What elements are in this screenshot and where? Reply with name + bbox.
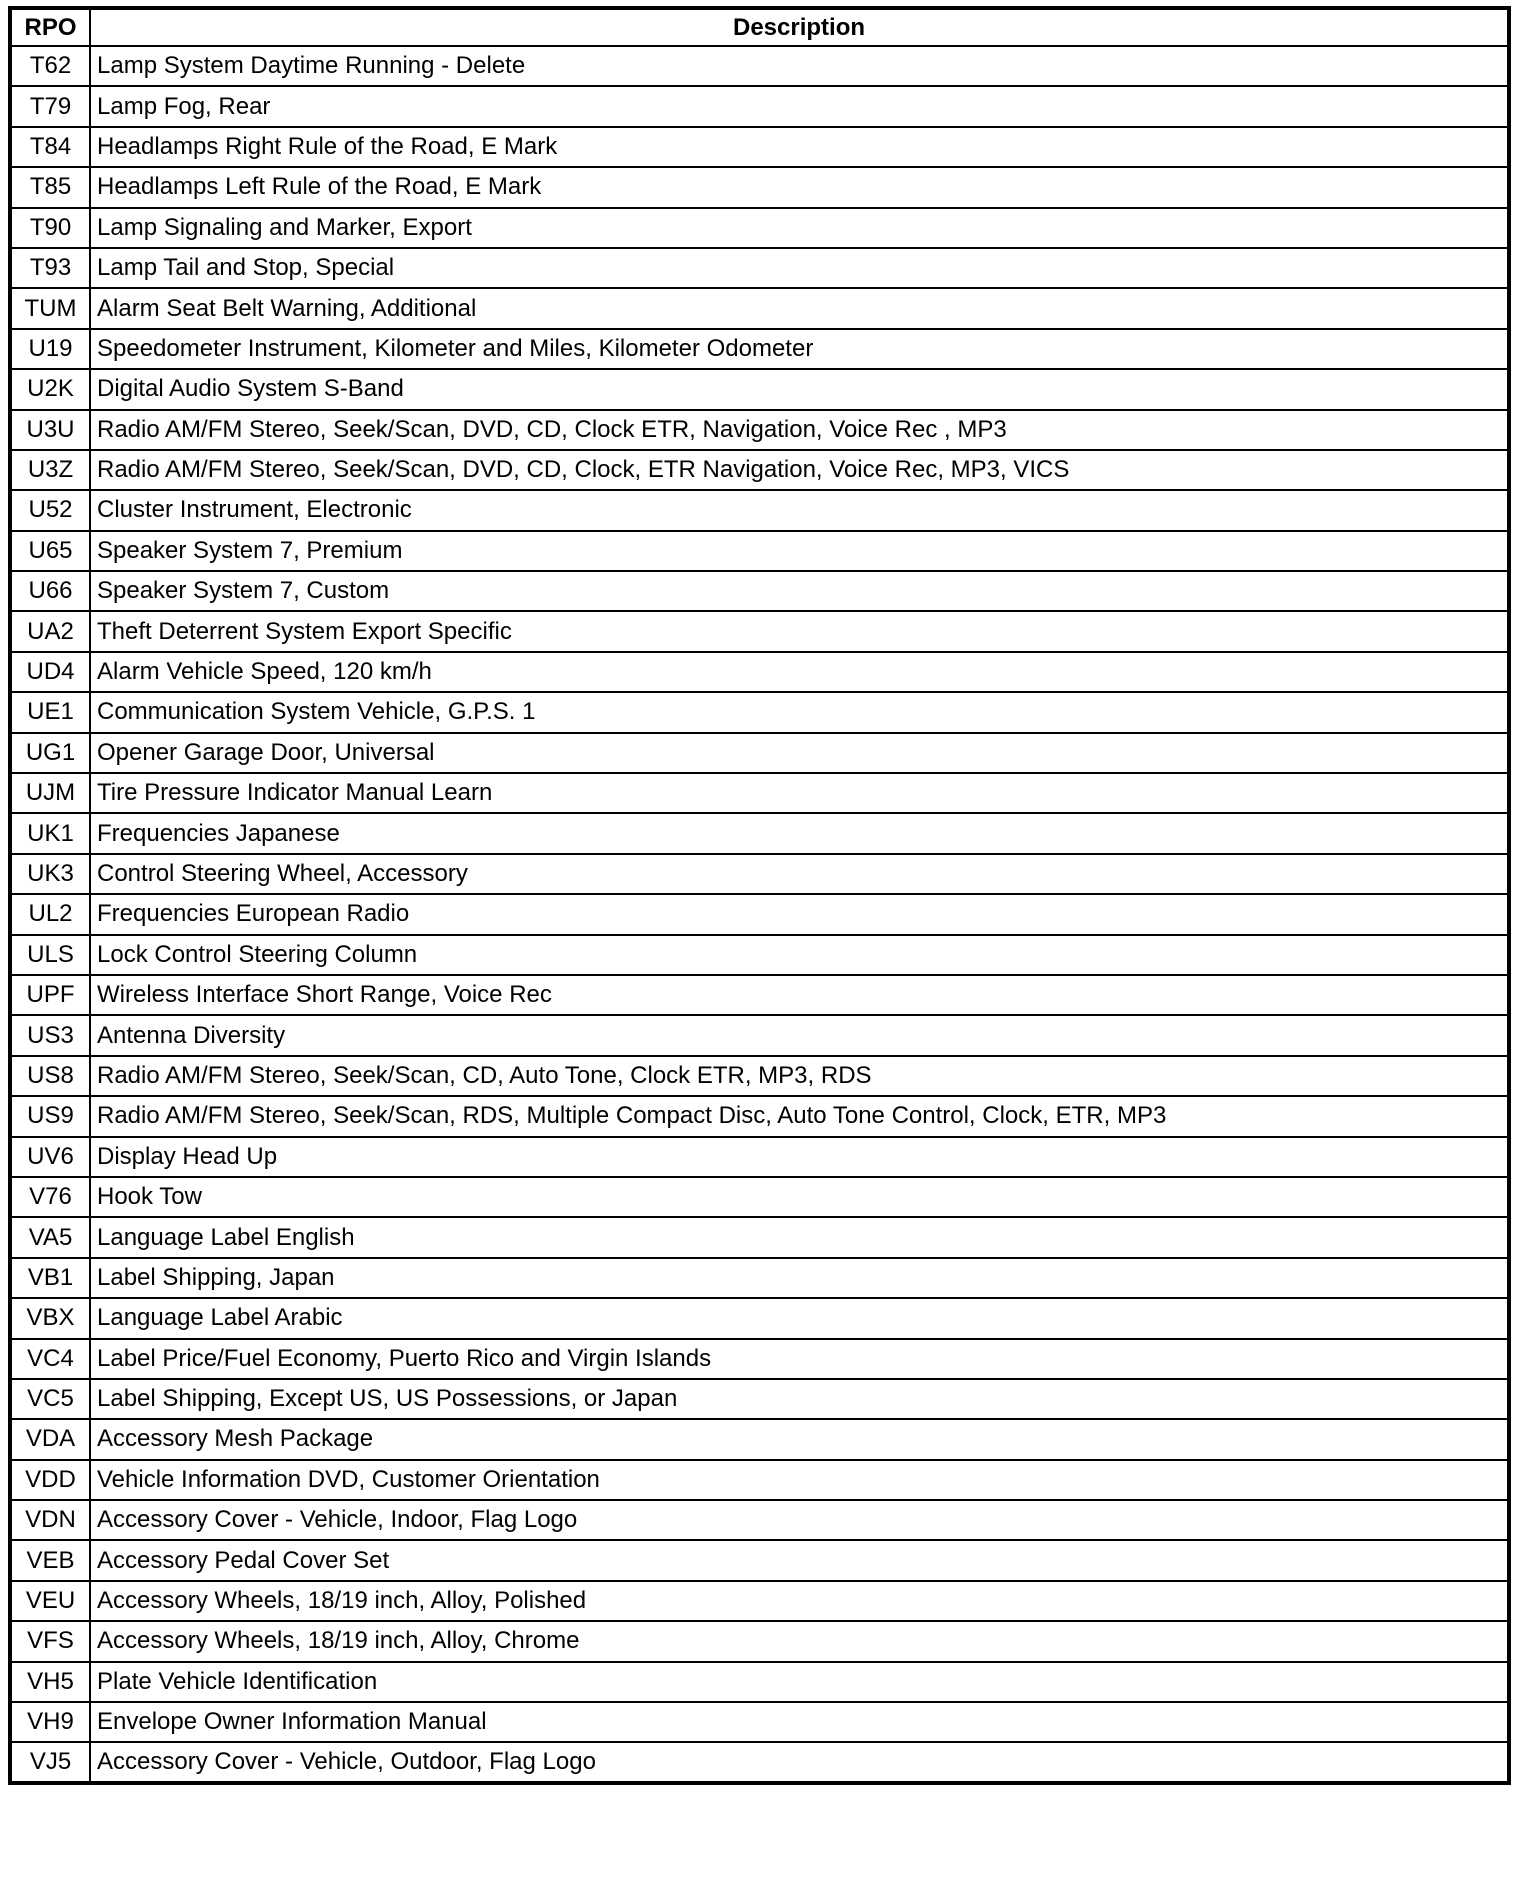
description-cell: Radio AM/FM Stereo, Seek/Scan, CD, Auto Tone, Clock ETR, MP3, RDS (90, 1056, 1509, 1096)
description-cell: Accessory Mesh Package (90, 1419, 1509, 1459)
description-cell: Lamp Tail and Stop, Special (90, 248, 1509, 288)
table-row (10, 208, 1509, 248)
description-cell: Headlamps Left Rule of the Road, E Mark (90, 167, 1509, 207)
table-row (10, 86, 1509, 126)
table-row (10, 1258, 1509, 1298)
rpo-code-cell: VEB (10, 1540, 90, 1580)
description-cell: Lamp System Daytime Running - Delete (90, 46, 1509, 86)
description-cell: Speaker System 7, Custom (90, 571, 1509, 611)
table-header-row (10, 8, 1509, 46)
description-cell: Radio AM/FM Stereo, Seek/Scan, DVD, CD, Clock, ETR Navigation, Voice Rec, MP3, VICS (90, 450, 1509, 490)
description-cell: Language Label English (90, 1217, 1509, 1257)
table-body (10, 46, 1509, 1783)
description-cell: Display Head Up (90, 1137, 1509, 1177)
rpo-code-cell: UG1 (10, 733, 90, 773)
table-row (10, 1298, 1509, 1338)
table-row (10, 1056, 1509, 1096)
rpo-code-cell: VA5 (10, 1217, 90, 1257)
rpo-code-cell: T90 (10, 208, 90, 248)
rpo-code-cell: U66 (10, 571, 90, 611)
description-cell: Communication System Vehicle, G.P.S. 1 (90, 692, 1509, 732)
description-cell: Alarm Vehicle Speed, 120 km/h (90, 652, 1509, 692)
rpo-code-cell: VDN (10, 1500, 90, 1540)
rpo-table-container (8, 6, 1511, 1785)
description-cell: Accessory Wheels, 18/19 inch, Alloy, Polished (90, 1581, 1509, 1621)
description-cell: Lamp Signaling and Marker, Export (90, 208, 1509, 248)
rpo-code-cell: VEU (10, 1581, 90, 1621)
table-row (10, 248, 1509, 288)
column-header-rpo: RPO (10, 8, 90, 46)
description-cell: Vehicle Information DVD, Customer Orientation (90, 1460, 1509, 1500)
table-row (10, 813, 1509, 853)
rpo-code-cell: UK3 (10, 854, 90, 894)
description-cell: Radio AM/FM Stereo, Seek/Scan, RDS, Multiple Compact Disc, Auto Tone Control, Clock, ETR, MP3 (90, 1096, 1509, 1136)
table-row (10, 1217, 1509, 1257)
description-cell: Opener Garage Door, Universal (90, 733, 1509, 773)
description-cell: Envelope Owner Information Manual (90, 1702, 1509, 1742)
rpo-code-cell: UPF (10, 975, 90, 1015)
rpo-code-cell: UV6 (10, 1137, 90, 1177)
rpo-code-cell: T62 (10, 46, 90, 86)
description-cell: Lock Control Steering Column (90, 935, 1509, 975)
table-row (10, 1460, 1509, 1500)
table-row (10, 1540, 1509, 1580)
description-cell: Digital Audio System S-Band (90, 369, 1509, 409)
table-row (10, 127, 1509, 167)
description-cell: Frequencies Japanese (90, 813, 1509, 853)
rpo-code-cell: ULS (10, 935, 90, 975)
table-row (10, 1339, 1509, 1379)
description-cell: Lamp Fog, Rear (90, 86, 1509, 126)
description-cell: Accessory Pedal Cover Set (90, 1540, 1509, 1580)
table-row (10, 1742, 1509, 1782)
table-row (10, 1581, 1509, 1621)
table-row (10, 46, 1509, 86)
rpo-code-cell: UK1 (10, 813, 90, 853)
table-row (10, 369, 1509, 409)
table-row (10, 733, 1509, 773)
table-row (10, 894, 1509, 934)
description-cell: Label Shipping, Except US, US Possessions, or Japan (90, 1379, 1509, 1419)
table-row (10, 692, 1509, 732)
table-row (10, 450, 1509, 490)
column-header-description: Description (90, 8, 1509, 46)
rpo-code-cell: U65 (10, 531, 90, 571)
rpo-code-cell: UJM (10, 773, 90, 813)
rpo-code-cell: T79 (10, 86, 90, 126)
rpo-code-cell: U2K (10, 369, 90, 409)
description-cell: Plate Vehicle Identification (90, 1662, 1509, 1702)
rpo-code-cell: VDD (10, 1460, 90, 1500)
rpo-code-cell: U19 (10, 329, 90, 369)
description-cell: Frequencies European Radio (90, 894, 1509, 934)
description-cell: Antenna Diversity (90, 1015, 1509, 1055)
description-cell: Accessory Cover - Vehicle, Indoor, Flag Logo (90, 1500, 1509, 1540)
rpo-code-cell: UA2 (10, 611, 90, 651)
table-row (10, 1500, 1509, 1540)
rpo-table (8, 6, 1511, 1785)
table-row (10, 1096, 1509, 1136)
rpo-code-cell: V76 (10, 1177, 90, 1217)
table-row (10, 1419, 1509, 1459)
table-row (10, 1137, 1509, 1177)
rpo-code-cell: VFS (10, 1621, 90, 1661)
rpo-code-cell: T93 (10, 248, 90, 288)
rpo-code-cell: US8 (10, 1056, 90, 1096)
rpo-code-cell: VH9 (10, 1702, 90, 1742)
description-cell: Speaker System 7, Premium (90, 531, 1509, 571)
table-row (10, 935, 1509, 975)
description-cell: Headlamps Right Rule of the Road, E Mark (90, 127, 1509, 167)
rpo-code-cell: VH5 (10, 1662, 90, 1702)
rpo-code-cell: T84 (10, 127, 90, 167)
rpo-code-cell: U3U (10, 410, 90, 450)
description-cell: Alarm Seat Belt Warning, Additional (90, 288, 1509, 328)
description-cell: Tire Pressure Indicator Manual Learn (90, 773, 1509, 813)
rpo-code-cell: T85 (10, 167, 90, 207)
table-row (10, 975, 1509, 1015)
rpo-code-cell: VB1 (10, 1258, 90, 1298)
rpo-code-cell: VC5 (10, 1379, 90, 1419)
table-row (10, 1177, 1509, 1217)
rpo-code-cell: UL2 (10, 894, 90, 934)
rpo-code-cell: VJ5 (10, 1742, 90, 1782)
table-row (10, 410, 1509, 450)
table-row (10, 531, 1509, 571)
table-row (10, 611, 1509, 651)
table-row (10, 1015, 1509, 1055)
table-row (10, 490, 1509, 530)
table-row (10, 288, 1509, 328)
description-cell: Speedometer Instrument, Kilometer and Miles, Kilometer Odometer (90, 329, 1509, 369)
rpo-code-cell: VDA (10, 1419, 90, 1459)
table-row (10, 854, 1509, 894)
description-cell: Theft Deterrent System Export Specific (90, 611, 1509, 651)
rpo-code-cell: VBX (10, 1298, 90, 1338)
table-row (10, 1662, 1509, 1702)
rpo-code-cell: UE1 (10, 692, 90, 732)
description-cell: Language Label Arabic (90, 1298, 1509, 1338)
rpo-code-cell: US3 (10, 1015, 90, 1055)
table-row (10, 571, 1509, 611)
table-row (10, 329, 1509, 369)
description-cell: Cluster Instrument, Electronic (90, 490, 1509, 530)
description-cell: Label Price/Fuel Economy, Puerto Rico and Virgin Islands (90, 1339, 1509, 1379)
table-row (10, 1621, 1509, 1661)
table-row (10, 1702, 1509, 1742)
rpo-code-cell: U3Z (10, 450, 90, 490)
description-cell: Accessory Wheels, 18/19 inch, Alloy, Chrome (90, 1621, 1509, 1661)
rpo-code-cell: VC4 (10, 1339, 90, 1379)
table-row (10, 1379, 1509, 1419)
rpo-code-cell: U52 (10, 490, 90, 530)
description-cell: Radio AM/FM Stereo, Seek/Scan, DVD, CD, Clock ETR, Navigation, Voice Rec , MP3 (90, 410, 1509, 450)
description-cell: Wireless Interface Short Range, Voice Rec (90, 975, 1509, 1015)
description-cell: Label Shipping, Japan (90, 1258, 1509, 1298)
description-cell: Accessory Cover - Vehicle, Outdoor, Flag Logo (90, 1742, 1509, 1782)
rpo-code-cell: UD4 (10, 652, 90, 692)
description-cell: Hook Tow (90, 1177, 1509, 1217)
description-cell: Control Steering Wheel, Accessory (90, 854, 1509, 894)
table-row (10, 167, 1509, 207)
rpo-code-cell: US9 (10, 1096, 90, 1136)
rpo-code-cell: TUM (10, 288, 90, 328)
table-row (10, 652, 1509, 692)
table-row (10, 773, 1509, 813)
